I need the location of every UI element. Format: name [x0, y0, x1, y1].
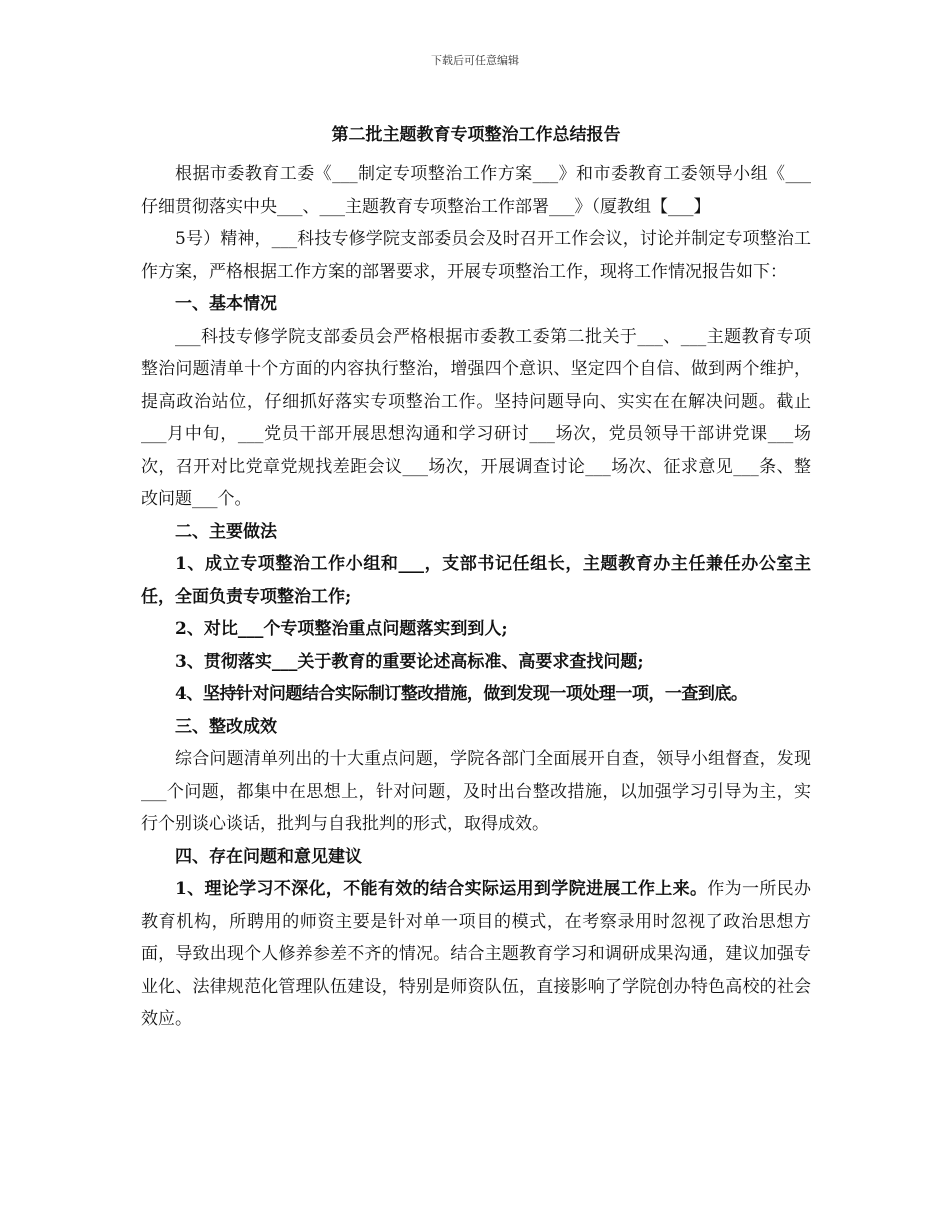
document-body [141, 118, 811, 1036]
section-heading-basic-situation: 一、基本情况 [175, 294, 277, 314]
problem-lead-sentence: 1、理论学习不深化，不能有效的结合实际运用到学院进展工作上来。 [175, 879, 708, 899]
problem-detail-text: 作为一所民办教育机构，所聘用的师资主要是针对单一项目的模式，在考察录用时忽视了政治思想方面，导致出现个人修养参差不齐的情况。结合主题教育学习和调研成果沟通，建议加强专业化、法律规范化管理队伍建设，特别是师资队伍，直接影响了学院创办特色高校的社会效应。 [141, 879, 812, 1029]
paragraph-intro: 根据市委教育工委《___制定专项整治工作方案___》和市委教育工委领导小组《___仔细贯彻落实中央___、___主题教育专项整治工作部署___》（厦教组【___】 [141, 164, 811, 217]
practice-item-4: 4、坚持针对问题结合实际制订整改措施，做到发现一项处理一项，一查到底。 [175, 684, 748, 704]
paragraph-intro-continued: 5号）精神，___科技专修学院支部委员会及时召开工作会议，讨论并制定专项整治工作方案，严格根据工作方案的部署要求，开展专项整治工作，现将工作情况报告如下： [141, 229, 811, 282]
header-note: 下载后可任意编辑 [431, 54, 519, 67]
paragraph-problems-suggestions [141, 873, 811, 1036]
practice-item-3: 3、贯彻落实___关于教育的重要论述高标准、高要求查找问题; [175, 651, 644, 672]
paragraph-rectification-results: 综合问题清单列出的十大重点问题，学院各部门全面展开自查，领导小组督查，发现___个问题，都集中在思想上，针对问题，及时出台整改措施，以加强学习引导为主，实行个别谈心谈话，批判与自我批判的形式，取得成效。 [141, 749, 811, 834]
document-title: 第二批主题教育专项整治工作总结报告 [331, 125, 621, 145]
paragraph-basic-situation: ___科技专修学院支部委员会严格根据市委教工委第二批关于___、___主题教育专项整治问题清单十个方面的内容执行整治，增强四个意识、坚定四个自信、做到两个维护，提高政治站位，仔细抓好落实专项整治工作。坚持问题导向、实实在在解决问题。截止___月中旬，___党员干部开展思想沟通和学习研讨___场次，党员领导干部讲党课___场次，召开对比党章党规找差距会议___场次，开展调查讨论___场次、征求意见___条、整改问题___个。 [141, 326, 811, 509]
practice-item-2: 2、对比___个专项整治重点问题落实到到人; [175, 619, 508, 639]
section-heading-problems-suggestions: 四、存在问题和意见建议 [175, 846, 362, 867]
section-heading-rectification-results: 三、整改成效 [175, 716, 277, 737]
section-heading-main-practices: 二、主要做法 [175, 521, 277, 542]
practice-item-1: 1、成立专项整治工作小组和___，支部书记任组长，主题教育办主任兼任办公室主任，全面负责专项整治工作; [141, 554, 811, 607]
